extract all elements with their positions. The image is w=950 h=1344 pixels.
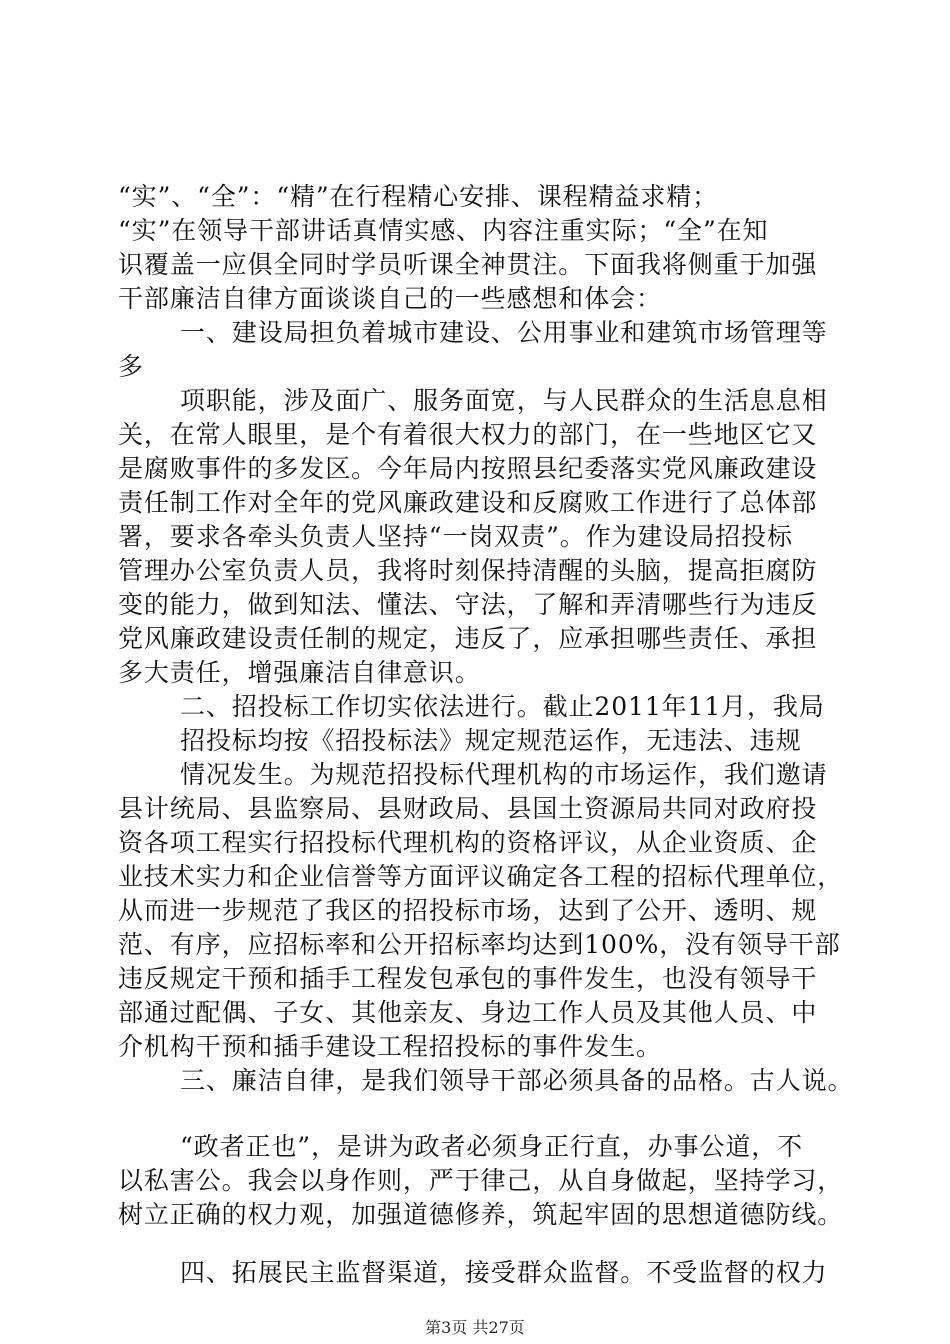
text-line: 从而进一步规范了我区的招投标市场，达到了公开、透明、规 (118, 896, 818, 925)
text-line: 部通过配偶、子女、其他亲友、身边工作人员及其他人员、中 (118, 998, 818, 1027)
text-line: 多 (118, 352, 144, 381)
text-line: 资各项工程实行招投标代理机构的资格评议，从企业资质、企 (118, 828, 818, 857)
text-line: 管理办公室负责人员，我将时刻保持清醒的头脑，提高拒腐防 (118, 556, 818, 585)
text-line: 介机构干预和插手建设工程招投标的事件发生。 (118, 1032, 662, 1061)
text-line: 识覆盖一应俱全同时学员听课全神贯注。下面我将侧重于加强 (118, 250, 818, 279)
text-line: 责任制工作对全年的党风廉政建设和反腐败工作进行了总体部 (118, 488, 818, 517)
text-line: 项职能，涉及面广、服务面宽，与人民群众的生活息息相 (180, 386, 828, 415)
text-line: 一、建设局担负着城市建设、公用事业和建筑市场管理等 (180, 318, 828, 347)
text-line: 树立正确的权力观，加强道德修养，筑起牢固的思想道德防线。 (118, 1200, 844, 1229)
text-line: “实”、“全”：“精”在行程精心安排、课程精益求精； (118, 182, 719, 211)
text-line: 以私害公。我会以身作则，严于律己，从自身做起，坚持学习， (118, 1166, 844, 1195)
text-line: 关，在常人眼里，是个有着很大权力的部门，在一些地区它又 (118, 420, 818, 449)
text-line: 范、有序，应招标率和公开招标率均达到100%，没有领导干部 (118, 930, 841, 959)
text-line: 是腐败事件的多发区。今年局内按照县纪委落实党风廉政建设 (118, 454, 818, 483)
text-line: 四、拓展民主监督渠道，接受群众监督。不受监督的权力 (180, 1258, 828, 1287)
text-line: 招投标均按《招投标法》规定规范运作，无违法、违规 (180, 726, 802, 755)
text-line: 县计统局、县监察局、县财政局、县国土资源局共同对政府投 (118, 794, 818, 823)
text-line: 多大责任，增强廉洁自律意识。 (118, 658, 481, 687)
text-line: 三、廉洁自律，是我们领导干部必须具备的品格。古人说。 (180, 1066, 854, 1095)
text-line: 违反规定干预和插手工程发包承包的事件发生，也没有领导干 (118, 964, 818, 993)
text-line: 干部廉洁自律方面谈谈自己的一些感想和体会： (118, 284, 662, 313)
page-footer: 第3页 共27页 (425, 1318, 525, 1337)
text-line: 情况发生。为规范招投标代理机构的市场运作，我们邀请 (180, 760, 828, 789)
text-line: 业技术实力和企业信誉等方面评议确定各工程的招标代理单位， (118, 862, 844, 891)
text-line: 党风廉政建设责任制的规定，违反了，应承担哪些责任、承担 (118, 624, 818, 653)
text-line: “实”在领导干部讲话真情实感、内容注重实际；“全”在知 (118, 216, 769, 245)
text-line: 二、招投标工作切实依法进行。截止2011年11月，我局 (180, 692, 825, 721)
text-line: “政者正也”，是讲为政者必须身正行直，办事公道，不 (180, 1132, 804, 1161)
text-line: 署，要求各牵头负责人坚持“一岗双责”。作为建设局招投标 (118, 522, 793, 551)
text-line: 变的能力，做到知法、懂法、守法，了解和弄清哪些行为违反 (118, 590, 818, 619)
